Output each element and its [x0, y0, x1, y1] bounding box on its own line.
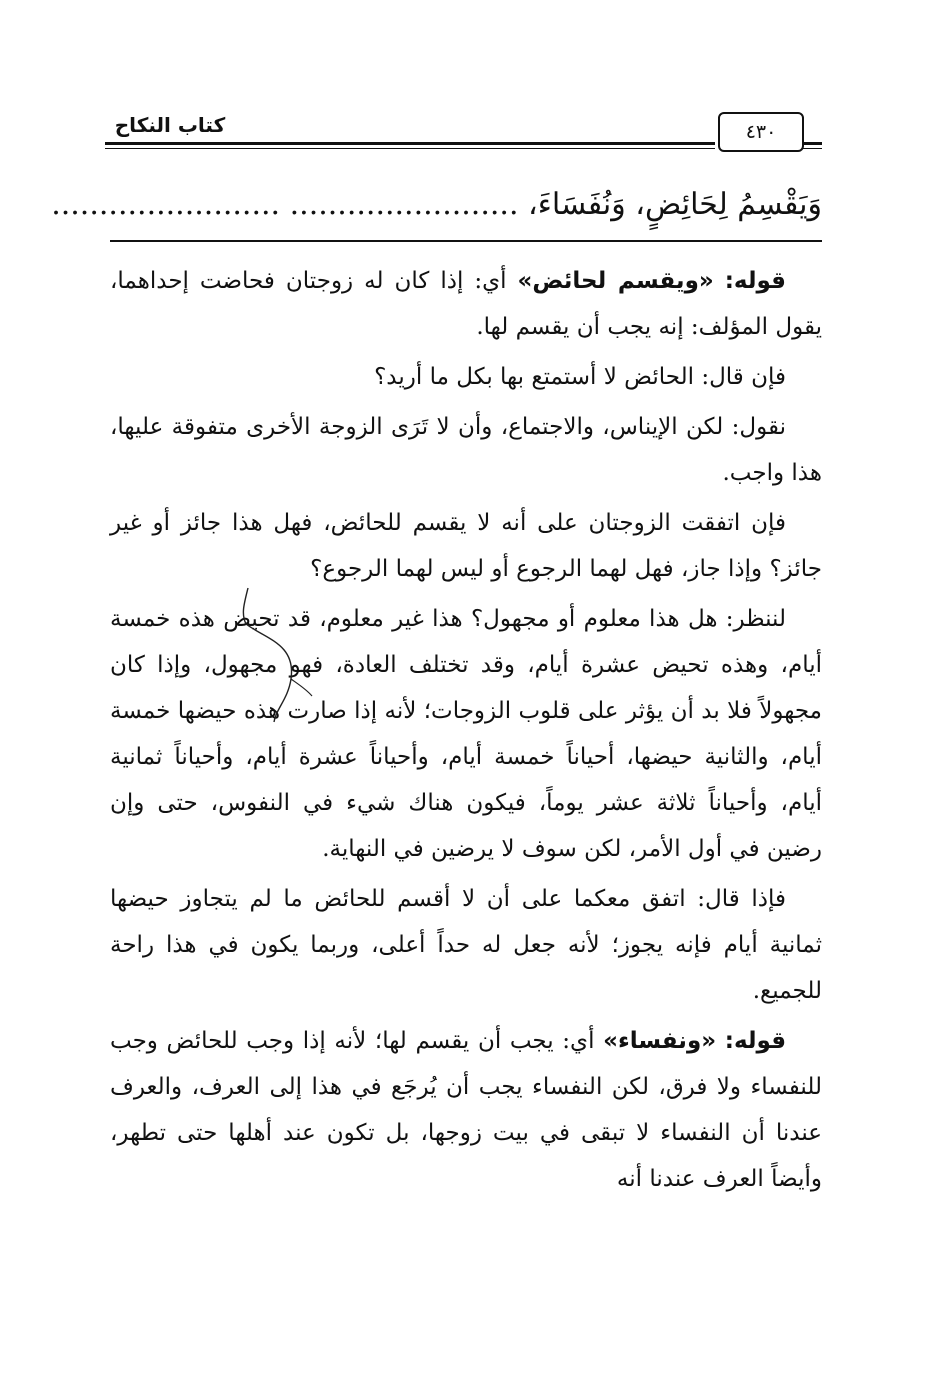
matn-dots-end: ........................ — [51, 187, 281, 222]
qawluh-label: قوله: — [724, 268, 786, 294]
paragraph — [110, 876, 822, 1014]
header-rule-thick — [105, 142, 715, 145]
paragraph-text: أي: إذا كان له زوجتان فحاضت إحداهما، يقول المؤلف: إنه يجب أن يقسم لها. — [110, 268, 822, 340]
paragraph — [110, 596, 822, 872]
paragraph — [110, 404, 822, 496]
paragraph-text: نقول: لكن الإيناس، والاجتماع، وأن لا تَرَى الزوجة الأخرى متفوقة عليها، هذا واجب. — [110, 414, 822, 486]
paragraph — [110, 500, 822, 592]
paragraph-text: فإذا قال: اتفق معكما على أن لا أقسم للحائض ما لم يتجاوز حيضها ثمانية أيام فإنه يجوز؛ لأنه جعل له حداً أعلى، وربما يكون في هذا راحة للجميع. — [110, 886, 822, 1004]
matn-dots-middle: ........................ — [289, 187, 519, 222]
header-rule-thick-right — [803, 142, 822, 145]
qawluh-label: قوله: — [724, 1028, 787, 1054]
paragraph — [110, 354, 822, 400]
page-number: ٤٣٠ — [718, 112, 804, 152]
matn-text: وَيَقْسِمُ لِحَائِضٍ، وَنُفَسَاءَ، — [528, 187, 822, 222]
paragraph-text: فإن اتفقت الزوجتان على أنه لا يقسم للحائض، فهل هذا جائز أو غير جائز؟ وإذا جاز، فهل لهما الرجوع أو ليس لهما الرجوع؟ — [110, 510, 822, 582]
quoted-phrase: «ونفساء» — [603, 1028, 717, 1054]
matn-line — [51, 180, 822, 230]
commentary-body — [110, 258, 822, 1206]
chapter-title: كتاب النكاح — [114, 113, 226, 137]
quoted-phrase: «ويقسم لحائض» — [517, 268, 714, 294]
paragraph-text: فإن قال: الحائض لا أستمتع بها بكل ما أريد؟ — [374, 364, 786, 390]
header-rule-thin-right — [803, 148, 822, 149]
paragraph — [110, 1018, 822, 1202]
matn-separator — [110, 240, 822, 242]
header-rule-thin — [105, 148, 715, 149]
paragraph-text: أي: يجب أن يقسم لها؛ لأنه إذا وجب للحائض وجب للنفساء ولا فرق، لكن النفساء يجب أن يُرجَع في هذا إلى العرف، والعرف عندنا أن النفساء لا تبقى في بيت زوجها، بل تكون عند أهلها حتى تطهر، وأيضاً العرف عندنا أنه — [110, 1028, 822, 1192]
paragraph-text: لننظر: هل هذا معلوم أو مجهول؟ هذا غير معلوم، قد تحيض هذه خمسة أيام، وهذه تحيض عشرة أيام، وقد تختلف العادة، فهو مجهول، وإذا كان مجهولاً فلا بد أن يؤثر على قلوب الزوجات؛ لأنه إذا صارت هذه حيضها خمسة أيام، والثانية حيضها، أحياناً خمسة أيام، وأحياناً عشرة أيام، وأحياناً ثمانية أيام، وأحياناً ثلاثة عشر يوماً، فيكون هناك شيء في النفوس، حتى وإن رضين في أول الأمر، لكن سوف لا يرضين في النهاية. — [110, 606, 823, 862]
paragraph — [110, 258, 822, 350]
